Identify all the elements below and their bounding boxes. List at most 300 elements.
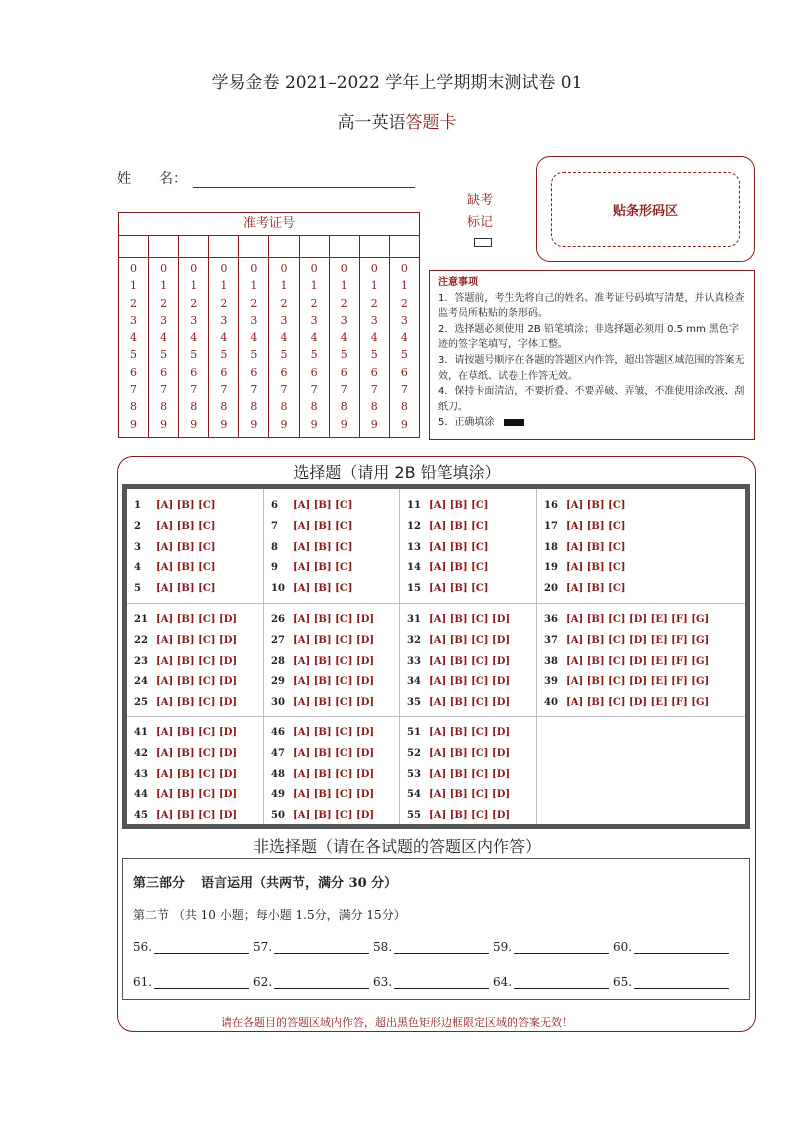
answer-options[interactable]: [A] [B] [C] [D] [156, 655, 238, 667]
digit-bubble[interactable]: 1 [340, 279, 348, 293]
question-number: 47 [271, 747, 285, 759]
choice-column [399, 603, 536, 716]
digit-bubble[interactable]: 6 [340, 365, 348, 379]
digit-bubble[interactable]: 1 [250, 279, 258, 293]
digit-bubble[interactable]: 6 [250, 365, 258, 379]
question-number: 30 [271, 697, 285, 709]
answer-options[interactable]: [A] [B] [C] [D] [293, 655, 375, 667]
question-number: 37 [544, 634, 558, 646]
exam-number-write-box[interactable] [119, 236, 148, 258]
digit-bubbles [330, 258, 359, 433]
blank-number: 61. [133, 975, 153, 989]
answer-options[interactable]: [A] [B] [C] [D] [429, 655, 511, 667]
digit-bubble[interactable]: 0 [220, 262, 228, 275]
answer-options[interactable]: [A] [B] [C] [156, 583, 216, 595]
digit-bubble[interactable]: 7 [250, 383, 258, 397]
blank-line[interactable] [514, 941, 609, 954]
digit-bubble[interactable]: 6 [220, 365, 228, 379]
digit-bubble[interactable]: 6 [130, 365, 138, 379]
digit-bubbles [300, 258, 329, 433]
digit-bubble[interactable]: 3 [280, 313, 288, 327]
answer-options[interactable]: [A] [B] [C] [156, 500, 216, 511]
blank-line[interactable] [274, 976, 369, 989]
answer-options[interactable]: [A] [B] [C] [D] [156, 810, 238, 822]
answer-options[interactable]: [A] [B] [C] [429, 583, 489, 595]
digit-bubble[interactable]: 0 [250, 262, 258, 275]
digit-bubble[interactable]: 9 [400, 417, 408, 431]
answer-options[interactable]: [A] [B] [C] [D] [293, 727, 375, 738]
question-number: 43 [134, 768, 148, 780]
blank-number: 65. [613, 975, 633, 989]
answer-options[interactable]: [A] [B] [C] [D] [156, 747, 238, 759]
question-number: 6 [271, 500, 278, 511]
question-row [271, 693, 399, 714]
question-row [134, 496, 263, 517]
answer-options[interactable]: [A] [B] [C] [429, 562, 489, 574]
warning-text: 请在各题目的答题区域内作答，超出黑色矩形边框限定区域的答案无效！ [221, 1016, 573, 1029]
digit-bubbles [179, 258, 208, 433]
digit-bubble[interactable]: 5 [250, 348, 258, 362]
digit-bubble[interactable]: 9 [250, 417, 258, 431]
digit-bubble[interactable]: 8 [340, 400, 348, 414]
barcode-label: 贴条形码区 [551, 172, 740, 247]
notice-item: 2．选择题必须使用 2B 铅笔填涂；非选择题必须用 0.5 mm 黑色字迹的签字笔填写，字体工整。 [438, 323, 739, 351]
exam-number-write-box[interactable] [179, 236, 208, 258]
answer-options[interactable]: [A] [B] [C] [D] [156, 676, 238, 688]
digit-bubble[interactable]: 4 [220, 331, 228, 345]
answer-options[interactable]: [A] [B] [C] [D] [E] [F] [G] [566, 614, 710, 625]
exam-number-write-box[interactable] [330, 236, 359, 258]
digit-bubble[interactable]: 3 [130, 313, 138, 327]
digit-bubble[interactable]: 8 [250, 400, 258, 414]
question-row [134, 579, 263, 600]
answer-options[interactable]: [A] [B] [C] [429, 520, 489, 532]
answer-options[interactable]: [A] [B] [C] [D] [429, 614, 511, 625]
digit-bubble[interactable]: 2 [130, 296, 138, 310]
digit-bubble[interactable]: 9 [310, 417, 318, 431]
digit-bubble[interactable]: 7 [370, 383, 378, 397]
digit-bubble[interactable]: 2 [160, 296, 168, 310]
exam-number-column [329, 236, 359, 438]
question-row [407, 652, 536, 673]
page-subtitle [0, 108, 794, 133]
question-number: 39 [544, 676, 558, 688]
question-row [407, 785, 536, 806]
answer-options[interactable]: [A] [B] [C] [D] [293, 634, 375, 646]
answer-options[interactable]: [A] [B] [C] [566, 541, 626, 553]
answer-options[interactable]: [A] [B] [C] [D] [E] [F] [G] [566, 655, 710, 667]
answer-options[interactable]: [A] [B] [C] [566, 562, 626, 574]
question-row [271, 631, 399, 652]
digit-bubble[interactable]: 0 [370, 262, 378, 275]
name-field[interactable] [193, 173, 415, 188]
page-title: 学易金卷 2021–2022 学年上学期期末测试卷 01 [211, 73, 583, 93]
question-row [134, 806, 263, 827]
question-row [407, 579, 536, 600]
digit-bubble[interactable]: 3 [220, 313, 228, 327]
digit-bubble[interactable]: 3 [250, 313, 258, 327]
question-row [407, 806, 536, 827]
digit-bubbles [269, 258, 298, 433]
digit-bubble[interactable]: 8 [370, 400, 378, 414]
digit-bubble[interactable]: 3 [400, 313, 408, 327]
question-row [271, 806, 399, 827]
answer-options[interactable]: [A] [B] [C] [D] [293, 697, 375, 709]
blank-line[interactable] [634, 941, 729, 954]
question-row [134, 631, 263, 652]
blank-line[interactable] [154, 976, 249, 989]
digit-bubble[interactable]: 7 [340, 383, 348, 397]
digit-bubble[interactable]: 9 [280, 417, 288, 431]
digit-bubble[interactable]: 8 [160, 400, 168, 414]
digit-bubble[interactable]: 5 [130, 348, 138, 362]
blank-line[interactable] [394, 941, 489, 954]
question-row [271, 785, 399, 806]
choice-column [399, 489, 536, 603]
answer-options[interactable]: [A] [B] [C] [293, 562, 353, 574]
digit-bubble[interactable]: 8 [190, 400, 198, 414]
answer-options[interactable]: [A] [B] [C] [156, 520, 216, 532]
exam-number-column [208, 236, 238, 438]
digit-bubble[interactable]: 7 [310, 383, 318, 397]
choice-group [127, 716, 745, 824]
question-row [544, 538, 745, 559]
answer-options[interactable]: [A] [B] [C] [293, 541, 353, 553]
choice-column [536, 489, 745, 603]
question-number: 34 [407, 676, 421, 688]
answer-options[interactable]: [A] [B] [C] [293, 520, 353, 532]
question-row [544, 672, 745, 693]
question-number: 36 [544, 614, 558, 625]
digit-bubble[interactable]: 1 [130, 279, 138, 293]
digit-bubble[interactable]: 9 [220, 417, 228, 431]
digit-bubble[interactable]: 3 [370, 313, 378, 327]
choice-answer-area [122, 484, 750, 829]
digit-bubble[interactable]: 5 [190, 348, 198, 362]
exam-number-column [238, 236, 268, 438]
digit-bubble[interactable]: 0 [340, 262, 348, 275]
question-row [271, 744, 399, 765]
digit-bubble[interactable]: 1 [400, 279, 408, 293]
question-number: 29 [271, 676, 285, 688]
choice-column [536, 603, 745, 716]
digit-bubble[interactable]: 8 [220, 400, 228, 414]
answer-options[interactable]: [A] [B] [C] [D] [293, 768, 375, 780]
answer-options[interactable]: [A] [B] [C] [566, 583, 626, 595]
digit-bubble[interactable]: 4 [130, 331, 138, 345]
question-number: 38 [544, 655, 558, 667]
answer-options[interactable]: [A] [B] [C] [D] [156, 789, 238, 801]
question-number: 12 [407, 520, 421, 532]
digit-bubble[interactable]: 0 [280, 262, 288, 275]
digit-bubble[interactable]: 1 [370, 279, 378, 293]
digit-bubble[interactable]: 2 [220, 296, 228, 310]
digit-bubble[interactable]: 5 [280, 348, 288, 362]
answer-options[interactable]: [A] [B] [C] [D] [156, 727, 238, 738]
question-number: 33 [407, 655, 421, 667]
blank-number: 56. [133, 940, 153, 954]
question-row [407, 744, 536, 765]
answer-options[interactable]: [A] [B] [C] [D] [156, 768, 238, 780]
question-row [271, 672, 399, 693]
digit-bubble[interactable]: 5 [220, 348, 228, 362]
question-row [544, 693, 745, 714]
answer-options[interactable]: [A] [B] [C] [D] [429, 789, 511, 801]
answer-options[interactable]: [A] [B] [C] [D] [429, 634, 511, 646]
digit-bubble[interactable]: 4 [190, 331, 198, 345]
answer-options[interactable]: [A] [B] [C] [D] [429, 697, 511, 709]
digit-bubble[interactable]: 5 [370, 348, 378, 362]
question-row [134, 723, 263, 744]
digit-bubble[interactable]: 0 [190, 262, 198, 275]
digit-bubble[interactable]: 2 [400, 296, 408, 310]
nonchoice-section-title: 非选择题（请在各试题的答题区内作答） [252, 837, 541, 856]
answer-options[interactable]: [A] [B] [C] [293, 583, 353, 595]
question-number: 46 [271, 727, 285, 738]
choice-column [536, 716, 745, 824]
answer-options[interactable]: [A] [B] [C] [156, 562, 216, 574]
digit-bubble[interactable]: 4 [280, 331, 288, 345]
answer-blank [613, 975, 733, 989]
answer-options[interactable]: [A] [B] [C] [566, 520, 626, 532]
question-number: 41 [134, 727, 148, 738]
question-number: 44 [134, 789, 148, 801]
answer-options[interactable]: [A] [B] [C] [156, 541, 216, 553]
digit-bubble[interactable]: 4 [370, 331, 378, 345]
question-number: 10 [271, 583, 285, 595]
question-row [544, 610, 745, 631]
digit-bubble[interactable]: 9 [190, 417, 198, 431]
digit-bubble[interactable]: 5 [310, 348, 318, 362]
question-number: 26 [271, 614, 285, 625]
absent-mark-label [458, 190, 502, 234]
exam-number-write-box[interactable] [300, 236, 329, 258]
answer-options[interactable]: [A] [B] [C] [D] [156, 697, 238, 709]
question-number: 42 [134, 747, 148, 759]
digit-bubble[interactable]: 3 [160, 313, 168, 327]
answer-options[interactable]: [A] [B] [C] [D] [429, 747, 511, 759]
digit-bubble[interactable]: 9 [130, 417, 138, 431]
digit-bubble[interactable]: 4 [250, 331, 258, 345]
digit-bubble[interactable]: 6 [190, 365, 198, 379]
blank-line[interactable] [274, 941, 369, 954]
blank-line[interactable] [394, 976, 489, 989]
choice-column [127, 716, 263, 824]
question-row [134, 610, 263, 631]
blank-row-2 [133, 975, 733, 989]
digit-bubble[interactable]: 1 [190, 279, 198, 293]
question-row [271, 610, 399, 631]
question-number: 50 [271, 810, 285, 822]
digit-bubble[interactable]: 0 [400, 262, 408, 275]
exam-number-label: 准考证号 [119, 213, 419, 236]
question-number: 13 [407, 541, 421, 553]
digit-bubble[interactable]: 5 [400, 348, 408, 362]
question-row [271, 538, 399, 559]
digit-bubble[interactable]: 4 [400, 331, 408, 345]
digit-bubble[interactable]: 9 [160, 417, 168, 431]
question-row [134, 558, 263, 579]
absent-mark-box[interactable] [474, 238, 492, 247]
digit-bubble[interactable]: 4 [310, 331, 318, 345]
part3-label: 第三部分 [133, 876, 186, 891]
question-number: 16 [544, 500, 558, 511]
notice-box [429, 270, 755, 440]
digit-bubble[interactable]: 5 [340, 348, 348, 362]
answer-blank [493, 975, 613, 989]
digit-bubble[interactable]: 1 [280, 279, 288, 293]
digit-bubble[interactable]: 2 [370, 296, 378, 310]
digit-bubble[interactable]: 2 [310, 296, 318, 310]
digit-bubble[interactable]: 2 [250, 296, 258, 310]
answer-options[interactable]: [A] [B] [C] [D] [E] [F] [G] [566, 634, 710, 646]
answer-options[interactable]: [A] [B] [C] [D] [293, 789, 375, 801]
question-row [134, 693, 263, 714]
answer-options[interactable]: [A] [B] [C] [D] [293, 810, 375, 822]
answer-options[interactable]: [A] [B] [C] [D] [429, 676, 511, 688]
digit-bubble[interactable]: 7 [280, 383, 288, 397]
exam-number-write-box[interactable] [209, 236, 238, 258]
answer-options[interactable]: [A] [B] [C] [D] [429, 768, 511, 780]
exam-number-write-box[interactable] [390, 236, 419, 258]
exam-number-column [119, 236, 148, 438]
question-number: 4 [134, 562, 141, 574]
digit-bubble[interactable]: 8 [280, 400, 288, 414]
question-row [407, 496, 536, 517]
question-row [544, 558, 745, 579]
question-row [407, 610, 536, 631]
question-row [134, 538, 263, 559]
exam-number-grid [118, 212, 420, 438]
digit-bubble[interactable]: 9 [340, 417, 348, 431]
answer-options[interactable]: [A] [B] [C] [D] [293, 747, 375, 759]
digit-bubble[interactable]: 7 [160, 383, 168, 397]
digit-bubble[interactable]: 6 [280, 365, 288, 379]
digit-bubble[interactable]: 3 [310, 313, 318, 327]
question-row [407, 538, 536, 559]
question-number: 45 [134, 810, 148, 822]
digit-bubble[interactable]: 6 [310, 365, 318, 379]
question-number: 1 [134, 500, 141, 511]
blank-line[interactable] [634, 976, 729, 989]
question-number: 35 [407, 697, 421, 709]
digit-bubble[interactable]: 7 [220, 383, 228, 397]
digit-bubble[interactable]: 1 [160, 279, 168, 293]
digit-bubble[interactable]: 9 [370, 417, 378, 431]
blank-number: 60. [613, 940, 633, 954]
answer-blank [613, 940, 733, 954]
digit-bubble[interactable]: 0 [130, 262, 138, 275]
answer-options[interactable]: [A] [B] [C] [D] [429, 727, 511, 738]
exam-number-write-box[interactable] [149, 236, 178, 258]
exam-number-column [148, 236, 178, 438]
answer-blank [373, 975, 493, 989]
question-row [544, 579, 745, 600]
digit-bubble[interactable]: 6 [160, 365, 168, 379]
answer-options[interactable]: [A] [B] [C] [D] [E] [F] [G] [566, 676, 710, 688]
answer-blank [133, 975, 253, 989]
question-number: 5 [134, 583, 141, 595]
digit-bubble[interactable]: 7 [130, 383, 138, 397]
digit-bubble[interactable]: 4 [160, 331, 168, 345]
question-row [271, 558, 399, 579]
digit-bubble[interactable]: 3 [340, 313, 348, 327]
exam-number-write-box[interactable] [269, 236, 298, 258]
digit-bubble[interactable]: 0 [160, 262, 168, 275]
answer-options[interactable]: [A] [B] [C] [293, 500, 353, 511]
question-number: 8 [271, 541, 278, 553]
choice-group [127, 603, 745, 717]
question-row [271, 579, 399, 600]
question-row [407, 693, 536, 714]
part3-heading [133, 872, 397, 891]
question-number: 15 [407, 583, 421, 595]
notice-item-text: 5．正确填涂 [438, 417, 495, 429]
blank-number: 59. [493, 940, 513, 954]
name-label: 姓 名： [117, 171, 187, 187]
question-row [544, 496, 745, 517]
digit-bubble[interactable]: 2 [190, 296, 198, 310]
question-number: 31 [407, 614, 421, 625]
exam-number-write-box[interactable] [239, 236, 268, 258]
answer-options[interactable]: [A] [B] [C] [429, 500, 489, 511]
digit-bubble[interactable]: 6 [400, 365, 408, 379]
digit-bubble[interactable]: 8 [130, 400, 138, 414]
digit-bubble[interactable]: 1 [220, 279, 228, 293]
digit-bubble[interactable]: 2 [340, 296, 348, 310]
question-number: 23 [134, 655, 148, 667]
digit-bubble[interactable]: 8 [310, 400, 318, 414]
name-row [117, 168, 415, 188]
answer-options[interactable]: [A] [B] [C] [D] [156, 614, 238, 625]
digit-bubble[interactable]: 4 [340, 331, 348, 345]
blank-line[interactable] [154, 941, 249, 954]
choice-column [127, 603, 263, 716]
answer-options[interactable]: [A] [B] [C] [D] [293, 614, 375, 625]
digit-bubble[interactable]: 6 [370, 365, 378, 379]
question-number: 52 [407, 747, 421, 759]
answer-options[interactable]: [A] [B] [C] [D] [429, 810, 511, 822]
question-row [134, 517, 263, 538]
answer-options[interactable]: [A] [B] [C] [566, 500, 626, 511]
choice-column [127, 489, 263, 603]
question-number: 51 [407, 727, 421, 738]
answer-blank [253, 975, 373, 989]
digit-bubble[interactable]: 5 [160, 348, 168, 362]
exam-number-write-box[interactable] [360, 236, 389, 258]
digit-bubble[interactable]: 0 [310, 262, 318, 275]
question-row [134, 744, 263, 765]
digit-bubble[interactable]: 3 [190, 313, 198, 327]
subtitle-card: 答题卡 [405, 113, 457, 133]
answer-options[interactable]: [A] [B] [C] [D] [E] [F] [G] [566, 697, 710, 709]
digit-bubble[interactable]: 8 [400, 400, 408, 414]
answer-options[interactable]: [A] [B] [C] [429, 541, 489, 553]
digit-bubble[interactable]: 7 [400, 383, 408, 397]
exam-number-column [268, 236, 298, 438]
question-row [407, 631, 536, 652]
digit-bubble[interactable]: 7 [190, 383, 198, 397]
answer-options[interactable]: [A] [B] [C] [D] [156, 634, 238, 646]
notice-item: 3．请按题号顺序在各题的答题区内作答，超出答题区域范围的答案无效，在草纸、试卷上作答无效。 [438, 354, 745, 382]
correct-fill-sample [504, 419, 524, 426]
answer-options[interactable]: [A] [B] [C] [D] [293, 676, 375, 688]
blank-number: 63. [373, 975, 393, 989]
blank-number: 58. [373, 940, 393, 954]
digit-bubble[interactable]: 2 [280, 296, 288, 310]
digit-bubble[interactable]: 1 [310, 279, 318, 293]
blank-line[interactable] [514, 976, 609, 989]
